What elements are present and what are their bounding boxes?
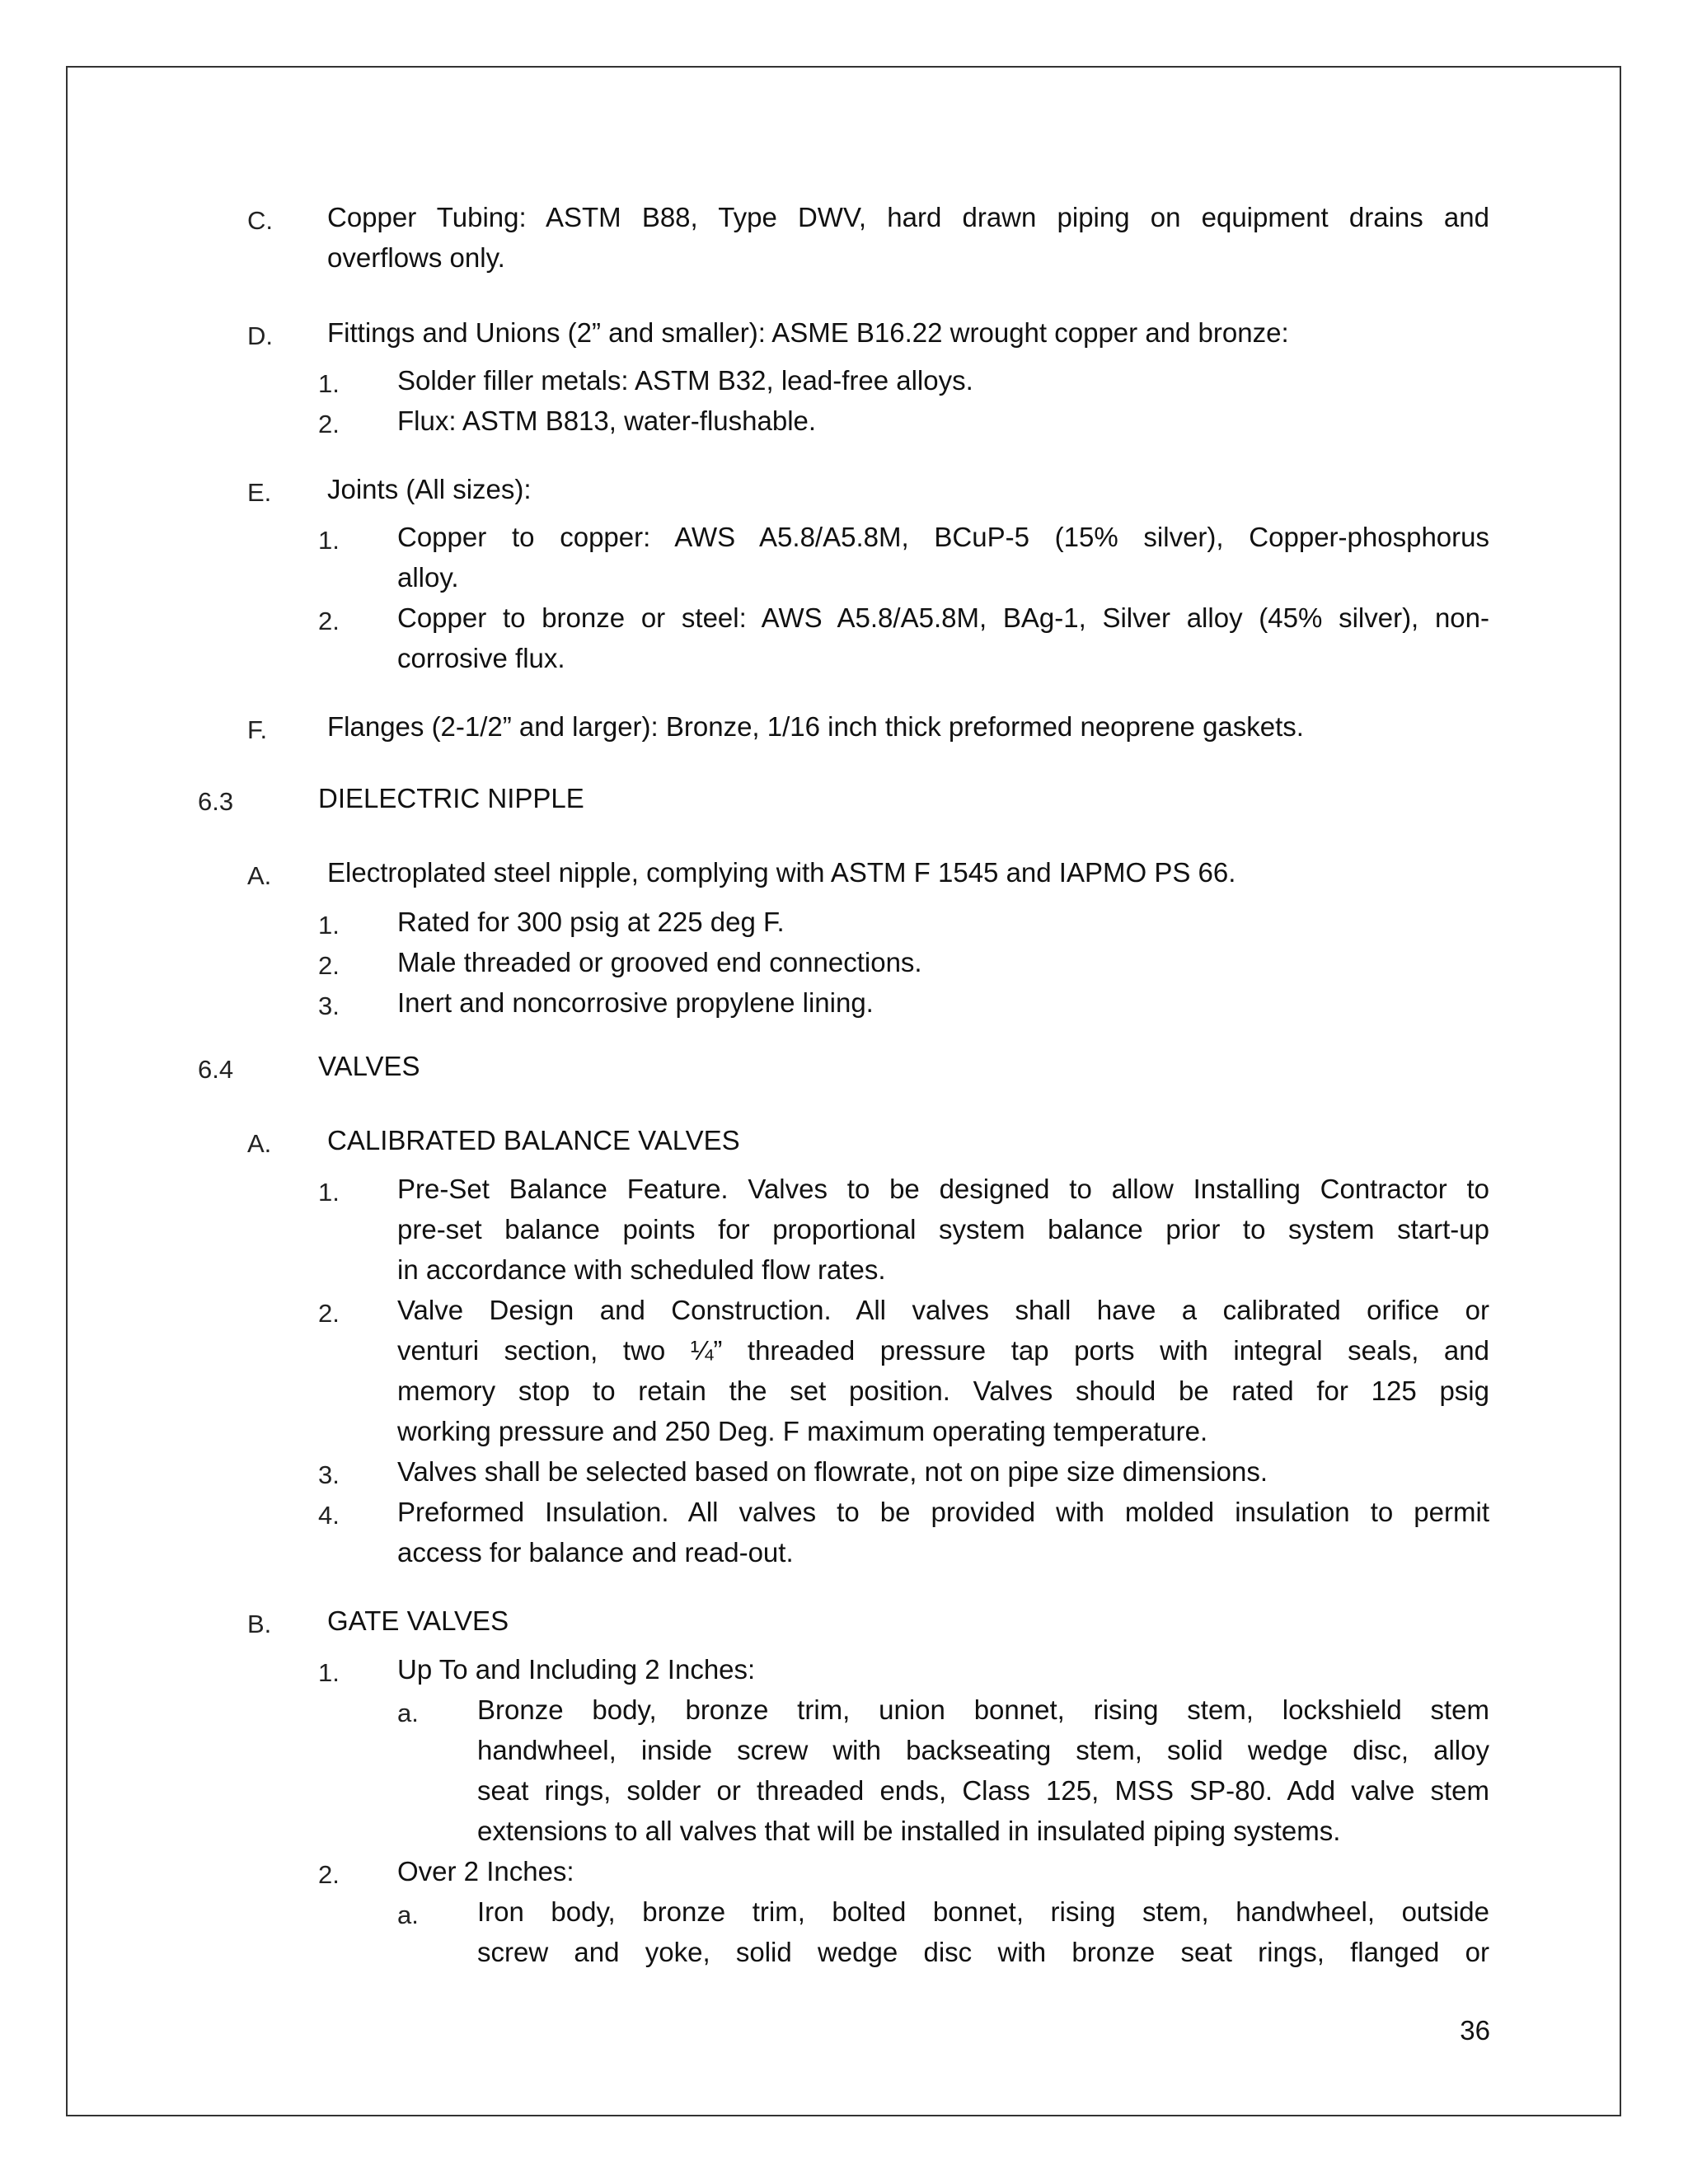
subsubitem-text: Iron body, bronze trim, bolted bonnet, rising stem, handwheel, outside xyxy=(477,1896,1489,1927)
page-number: 36 xyxy=(1460,2015,1490,2046)
item-label-c: C. xyxy=(247,206,273,235)
subitem-text: Preformed Insulation. All valves to be provided with molded insulation to permit xyxy=(397,1497,1489,1527)
subitem-text: Pre-Set Balance Feature. Valves to be designed to allow Installing Contractor to xyxy=(397,1174,1489,1204)
subitem-label: 1. xyxy=(318,911,340,940)
item-c-line1: Copper Tubing: ASTM B88, Type DWV, hard drawn piping on equipment drains and xyxy=(327,202,1489,232)
subitem-text-cont: pre-set balance points for proportional system balance prior to system start-up xyxy=(397,1214,1489,1244)
subitem-text: Valve Design and Construction. All valves shall have a calibrated orifice or xyxy=(397,1295,1489,1325)
subsubitem-text-cont: handwheel, inside screw with backseating stem, solid wedge disc, alloy xyxy=(477,1735,1489,1765)
subitem-label: 2. xyxy=(318,1860,340,1889)
subitem-text: Male threaded or grooved end connections. xyxy=(397,947,922,977)
subitem-text: Solder filler metals: ASTM B32, lead-free alloys. xyxy=(397,365,973,396)
subitem-text-cont: in accordance with scheduled flow rates. xyxy=(397,1254,886,1285)
subitem-text-cont: access for balance and read-out. xyxy=(397,1537,794,1568)
subsubitem-label: a. xyxy=(397,1699,419,1727)
subitem-label: 2. xyxy=(318,607,340,635)
section-title: DIELECTRIC NIPPLE xyxy=(318,783,584,813)
subitem-text: Copper to bronze or steel: AWS A5.8/A5.8M, BAg-1, Silver alloy (45% silver), non- xyxy=(397,602,1489,633)
item-a-text: Electroplated steel nipple, complying with ASTM F 1545 and IAPMO PS 66. xyxy=(327,857,1236,888)
subitem-label: 3. xyxy=(318,1460,340,1489)
item-label-a: A. xyxy=(247,1129,272,1158)
subitem-text-cont: alloy. xyxy=(397,562,459,593)
subitem-label: 1. xyxy=(318,1178,340,1207)
subitem-text-cont: corrosive flux. xyxy=(397,643,565,673)
item-label-b: B. xyxy=(247,1610,272,1638)
subitem-label: 1. xyxy=(318,526,340,555)
section-number: 6.4 xyxy=(198,1055,234,1084)
item-d-text: Fittings and Unions (2” and smaller): ASME B16.22 wrought copper and bronze: xyxy=(327,317,1289,348)
subitem-label: 2. xyxy=(318,1299,340,1328)
subitem-text: Flux: ASTM B813, water-flushable. xyxy=(397,405,817,436)
subsubitem-text-cont: screw and yoke, solid wedge disc with bronze seat rings, flanged or xyxy=(477,1937,1489,1967)
item-b-text: GATE VALVES xyxy=(327,1605,509,1636)
subsubitem-text: Bronze body, bronze trim, union bonnet, rising stem, lockshield stem xyxy=(477,1694,1489,1725)
subitem-label: 4. xyxy=(318,1501,340,1530)
subitem-label: 2. xyxy=(318,951,340,980)
subsubitem-text-cont: seat rings, solder or threaded ends, Class 125, MSS SP-80. Add valve stem xyxy=(477,1775,1489,1806)
item-e-text: Joints (All sizes): xyxy=(327,474,532,504)
subitem-text: Copper to copper: AWS A5.8/A5.8M, BCuP-5 (15% silver), Copper-phosphorus xyxy=(397,522,1489,552)
item-label-a: A. xyxy=(247,861,272,890)
item-label-f: F. xyxy=(247,715,268,744)
subitem-text-cont: memory stop to retain the set position. Valves should be rated for 125 psig xyxy=(397,1376,1489,1406)
item-c-line2: overflows only. xyxy=(327,242,505,273)
subitem-label: 1. xyxy=(318,1658,340,1687)
subitem-label: 1. xyxy=(318,369,340,398)
subitem-text: Rated for 300 psig at 225 deg F. xyxy=(397,907,785,937)
subitem-text-cont: working pressure and 250 Deg. F maximum operating temperature. xyxy=(397,1416,1208,1446)
item-a-text: CALIBRATED BALANCE VALVES xyxy=(327,1125,740,1155)
item-f-text: Flanges (2-1/2” and larger): Bronze, 1/16 inch thick preformed neoprene gaskets. xyxy=(327,711,1304,742)
section-number: 6.3 xyxy=(198,787,234,816)
subitem-text: Up To and Including 2 Inches: xyxy=(397,1654,756,1685)
subitem-label: 2. xyxy=(318,410,340,438)
subsubitem-label: a. xyxy=(397,1900,419,1929)
item-label-d: D. xyxy=(247,321,273,350)
subitem-text-cont: venturi section, two ¼” threaded pressure tap ports with integral seals, and xyxy=(397,1335,1489,1366)
subitem-text: Inert and noncorrosive propylene lining. xyxy=(397,987,874,1018)
subitem-label: 3. xyxy=(318,991,340,1020)
section-title: VALVES xyxy=(318,1051,420,1081)
subitem-text: Valves shall be selected based on flowrate, not on pipe size dimensions. xyxy=(397,1456,1268,1487)
subsubitem-text-cont: extensions to all valves that will be installed in insulated piping systems. xyxy=(477,1816,1341,1846)
subitem-text: Over 2 Inches: xyxy=(397,1856,574,1886)
item-label-e: E. xyxy=(247,478,272,507)
